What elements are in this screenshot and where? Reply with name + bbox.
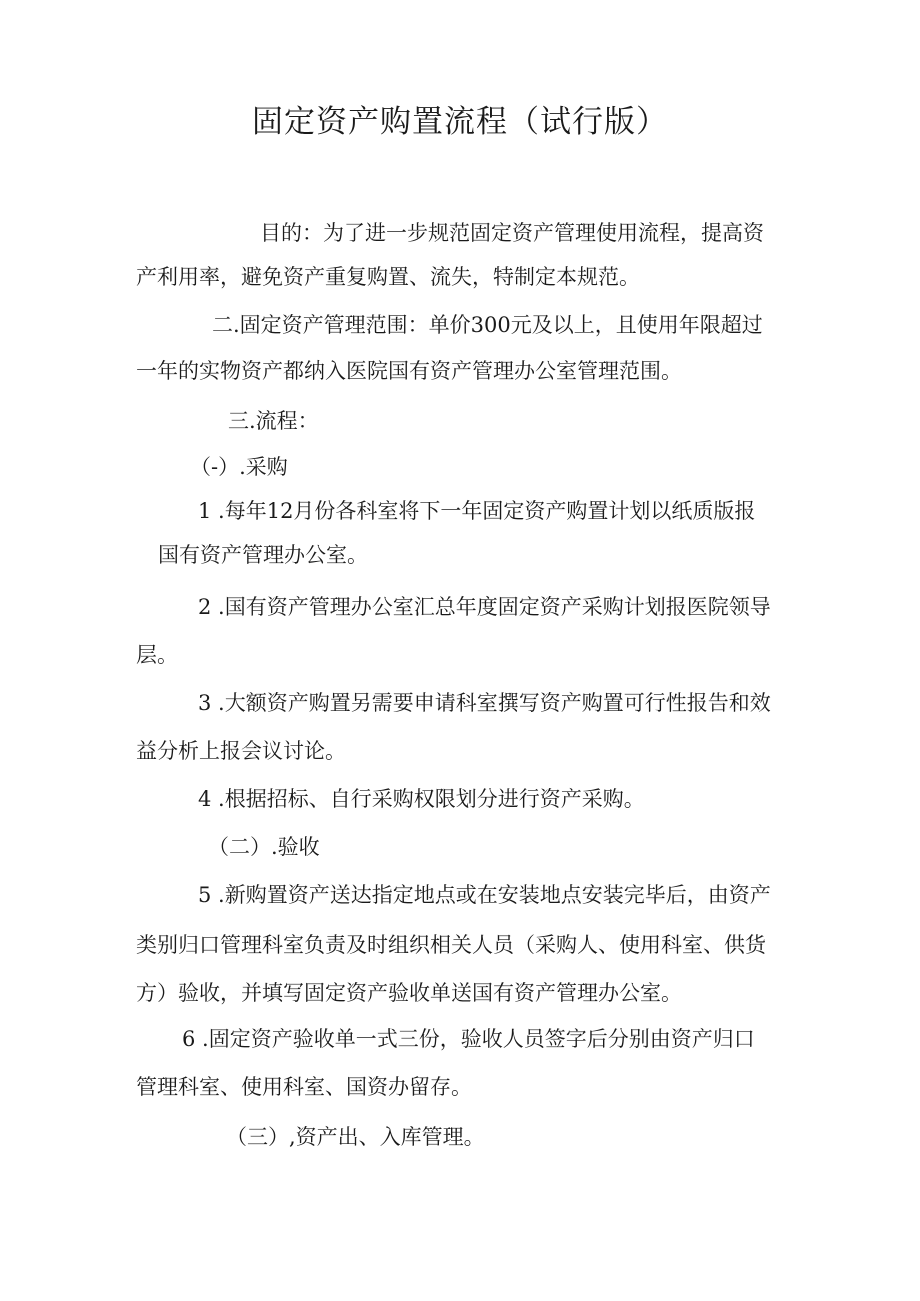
paragraph-line: （三）,资产出、入库管理。: [226, 1125, 485, 1149]
paragraph-line: 管理科室、使用科室、国资办留存。: [136, 1075, 472, 1099]
paragraph-line: （-）.采购: [190, 455, 288, 479]
paragraph-line: 层。: [136, 643, 178, 667]
paragraph-line: 益分析上报会议讨论。: [136, 739, 346, 763]
paragraph-line: 二.固定资产管理范围：单价300元及以上，且使用年限超过: [212, 313, 763, 337]
paragraph-line: 类别归口管理科室负责及时组织相关人员（采购人、使用科室、供货: [136, 933, 766, 957]
paragraph-line: 6 .固定资产验收单一式三份，验收人员签字后分别由资产归口: [182, 1027, 755, 1051]
paragraph-line: 产利用率，避免资产重复购置、流失，特制定本规范。: [136, 265, 640, 289]
paragraph-line: 一年的实物资产都纳入医院国有资产管理办公室管理范围。: [136, 359, 682, 383]
paragraph-line: （二）.验收: [208, 835, 320, 859]
paragraph-line: 方）验收，并填写固定资产验收单送国有资产管理办公室。: [136, 981, 682, 1005]
document-title: 固定资产购置流程（试行版）: [252, 104, 668, 140]
paragraph-line: 4 .根据招标、自行采购权限划分进行资产采购。: [198, 787, 645, 811]
paragraph-line: 3 .大额资产购置另需要申请科室撰写资产购置可行性报告和效: [198, 691, 771, 715]
paragraph-line: 1 .每年12月份各科室将下一年固定资产购置计划以纸质版报: [198, 499, 756, 523]
paragraph-line: 国有资产管理办公室。: [158, 543, 368, 567]
paragraph-line: 三.流程：: [228, 409, 319, 433]
paragraph-line: 5 .新购置资产送达指定地点或在安装地点安装完毕后，由资产: [198, 883, 771, 907]
paragraph-line: 2 .国有资产管理办公室汇总年度固定资产采购计划报医院领导: [198, 595, 771, 619]
paragraph-line: 目的：为了进一步规范固定资产管理使用流程，提高资: [260, 221, 764, 245]
